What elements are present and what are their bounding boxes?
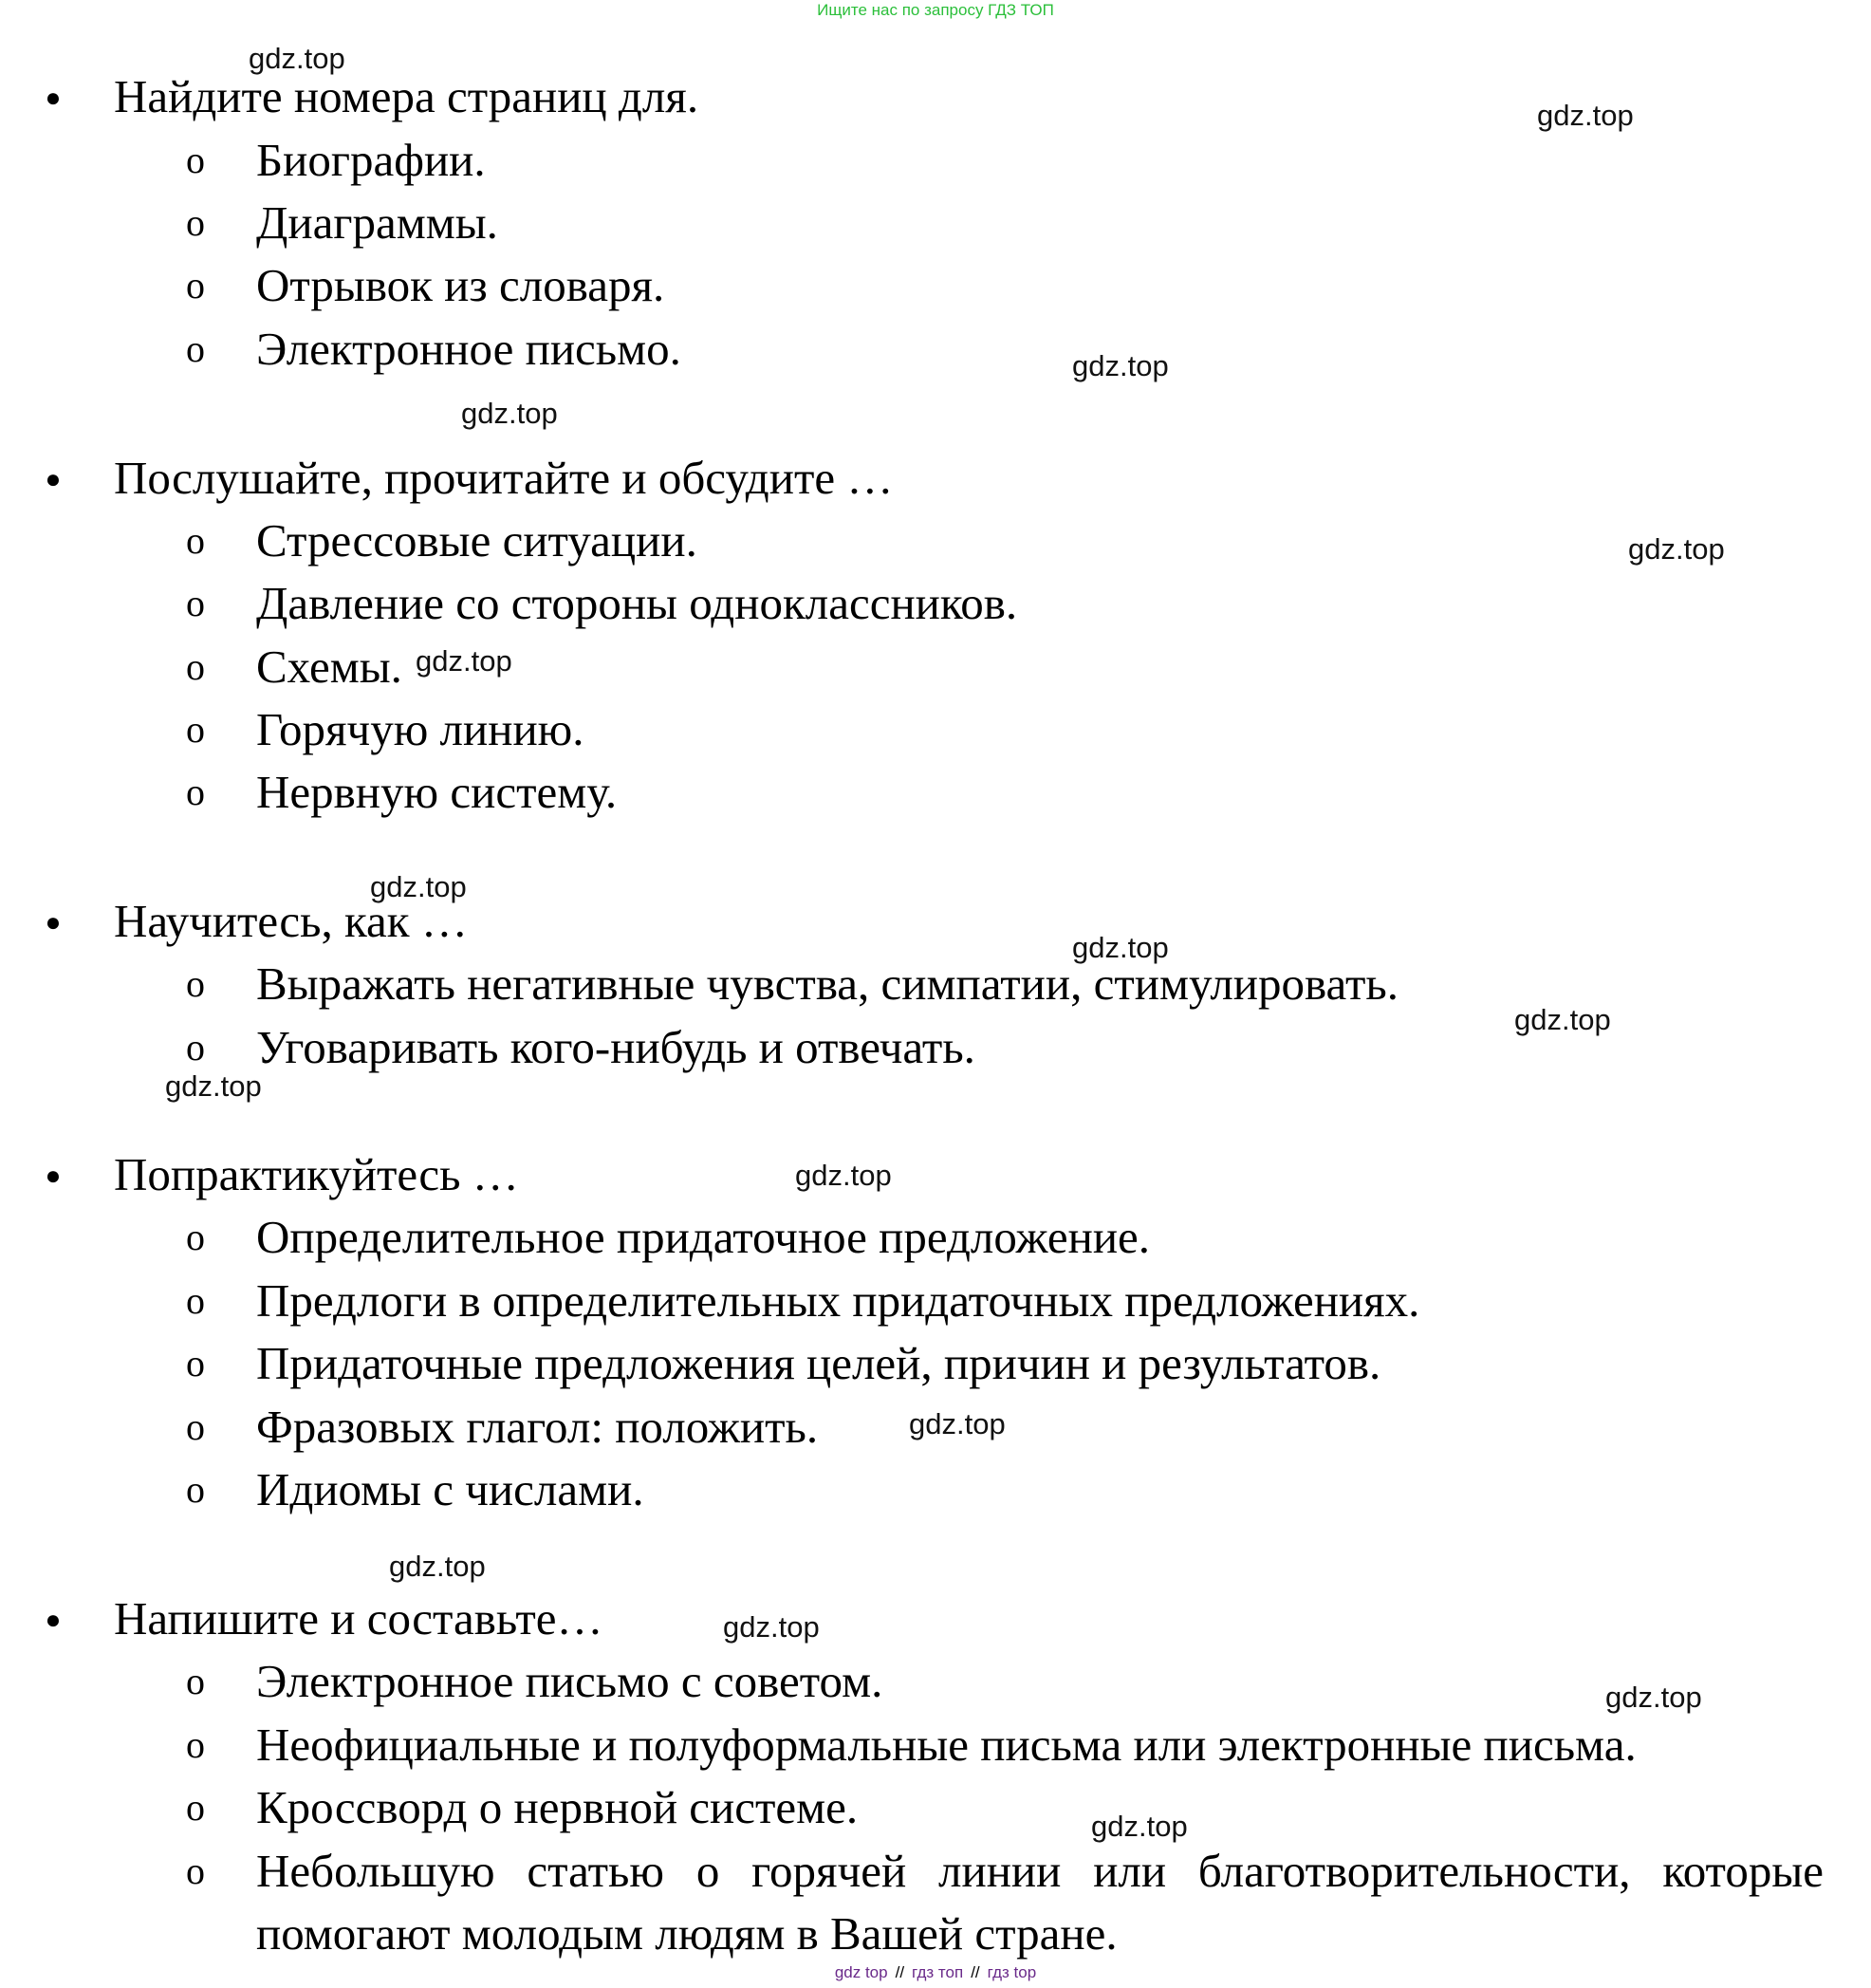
- list-item: Придаточные предложения целей, причин и результатов.: [256, 1337, 1381, 1389]
- sub-bullet-marker: o: [186, 1405, 205, 1448]
- list-item: Выражать негативные чувства, симпатии, стимулировать.: [256, 957, 1399, 1010]
- section-bullet: ●: [45, 465, 62, 494]
- list-item: Фразовых глагол: положить.: [256, 1401, 819, 1453]
- watermark: gdz.top: [723, 1610, 820, 1644]
- list-item: Горячую линию.: [256, 703, 584, 755]
- section-heading: Научитесь, как …: [114, 895, 468, 947]
- list-item: Биографии.: [256, 134, 486, 186]
- watermark: gdz.top: [909, 1407, 1006, 1440]
- sub-bullet-marker: o: [186, 645, 205, 688]
- list-item: Электронное письмо с советом.: [256, 1655, 883, 1707]
- sub-bullet-marker: o: [186, 1660, 205, 1702]
- sub-bullet-marker: o: [186, 327, 205, 370]
- sub-bullet-marker: o: [186, 519, 205, 562]
- watermark: gdz.top: [461, 397, 558, 430]
- sub-bullet-marker: o: [186, 1026, 205, 1068]
- section-heading: Найдите номера страниц для.: [114, 70, 699, 122]
- watermark: gdz.top: [795, 1159, 892, 1192]
- watermark: gdz.top: [389, 1550, 486, 1583]
- sub-bullet-marker: o: [186, 1342, 205, 1384]
- watermark: gdz.top: [165, 1069, 262, 1103]
- list-item: Определительное придаточное предложение.: [256, 1211, 1151, 1263]
- sub-bullet-marker: o: [186, 1279, 205, 1322]
- sub-bullet-marker: o: [186, 962, 205, 1005]
- sub-bullet-marker: o: [186, 582, 205, 624]
- watermark: gdz.top: [1072, 349, 1169, 382]
- sub-bullet-marker: o: [186, 201, 205, 244]
- section-bullet: ●: [45, 1606, 62, 1635]
- list-item: Идиомы с числами.: [256, 1463, 644, 1515]
- list-item: Электронное письмо.: [256, 323, 681, 375]
- list-item: Давление со стороны одноклассников.: [256, 577, 1018, 629]
- watermark: gdz.top: [416, 644, 512, 678]
- watermark: gdz.top: [1537, 99, 1634, 132]
- header-search-note: Ищите нас по запросу ГДЗ ТОП: [817, 1, 1054, 19]
- list-item: Нервную систему.: [256, 766, 618, 818]
- footer-link[interactable]: гдз top: [987, 1963, 1037, 1981]
- footer-link[interactable]: gdz top: [834, 1963, 888, 1981]
- watermark: gdz.top: [1072, 931, 1169, 964]
- sub-bullet-marker: o: [186, 1849, 205, 1892]
- watermark: gdz.top: [1514, 1003, 1611, 1036]
- section-bullet: ●: [45, 1161, 62, 1191]
- sub-bullet-marker: o: [186, 1468, 205, 1511]
- sub-bullet-marker: o: [186, 708, 205, 751]
- watermark: gdz.top: [1605, 1681, 1702, 1714]
- footer-separator: //: [971, 1963, 980, 1981]
- section-heading: Напишите и составьте…: [114, 1592, 603, 1644]
- sub-bullet-marker: o: [186, 1216, 205, 1258]
- list-item: Отрывок из словаря.: [256, 259, 665, 311]
- sub-bullet-marker: o: [186, 1723, 205, 1766]
- watermark: gdz.top: [249, 42, 345, 75]
- sub-bullet-marker: o: [186, 1786, 205, 1829]
- list-item: Схемы.: [256, 641, 402, 693]
- list-item: Стрессовые ситуации.: [256, 514, 697, 567]
- list-item: Неофициальные и полуформальные письма или электронные письма.: [256, 1719, 1637, 1771]
- list-item: Небольшую статью о горячей линии или благотворительности, которые помогают молодым людям в Вашей стране.: [256, 1845, 1824, 1960]
- list-item: Диаграммы.: [256, 196, 498, 249]
- list-item: Предлоги в определительных придаточных предложениях.: [256, 1274, 1420, 1327]
- list-item: Кроссворд о нервной системе.: [256, 1781, 859, 1833]
- footer-separator: //: [895, 1963, 905, 1981]
- footer-link[interactable]: гдз топ: [912, 1963, 964, 1981]
- section-heading: Послушайте, прочитайте и обсудите …: [114, 452, 894, 504]
- sub-bullet-marker: o: [186, 264, 205, 307]
- watermark: gdz.top: [1628, 532, 1725, 566]
- section-heading: Попрактикуйтесь …: [114, 1148, 519, 1200]
- sub-bullet-marker: o: [186, 771, 205, 813]
- section-bullet: ●: [45, 84, 62, 113]
- sub-bullet-marker: o: [186, 139, 205, 181]
- watermark: gdz.top: [370, 870, 467, 903]
- footer-links: [0, 1962, 1871, 1983]
- section-bullet: ●: [45, 908, 62, 938]
- list-item: Уговаривать кого-нибудь и отвечать.: [256, 1021, 975, 1073]
- watermark: gdz.top: [1091, 1810, 1188, 1843]
